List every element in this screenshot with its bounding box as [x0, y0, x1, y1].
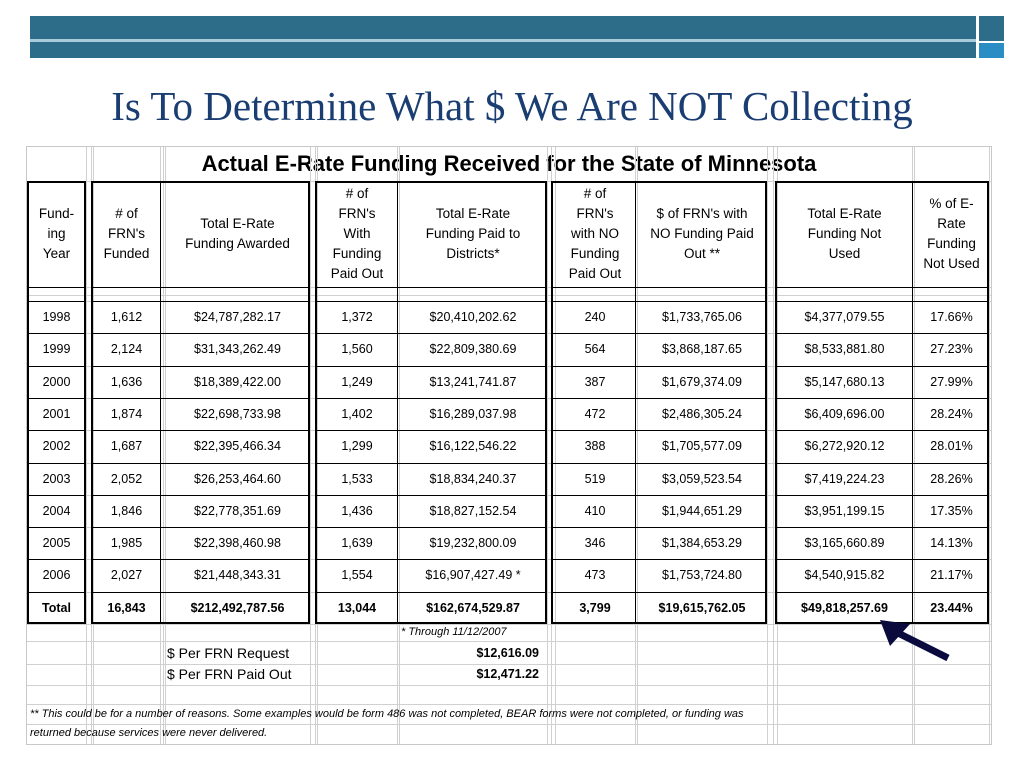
arrow-pointer-icon: [876, 616, 956, 666]
grid-line: [27, 641, 991, 642]
table-cell: $16,907,427.49 *: [425, 568, 521, 583]
total-cell: $162,674,529.87: [426, 600, 520, 615]
table-cell: 387: [584, 374, 606, 389]
table-cell: $18,389,422.00: [194, 374, 281, 389]
table-cell: 1,533: [341, 471, 373, 486]
grid-line: [547, 147, 548, 744]
table-cell: 1,554: [341, 568, 373, 583]
table-cell: $18,834,240.37: [429, 471, 517, 486]
spreadsheet: [26, 146, 992, 745]
table-cell: 240: [584, 310, 606, 324]
table-cell: 1,639: [341, 536, 373, 551]
table-cell: 1,402: [341, 406, 373, 421]
column-header: # of FRN's Funded: [103, 206, 150, 261]
total-cell: 23.44%: [930, 600, 973, 615]
table-cell: 1,299: [341, 439, 373, 454]
table-cell: 1999: [42, 342, 71, 357]
table-cell: 1,687: [110, 439, 143, 454]
table-cell: $3,059,523.54: [662, 471, 742, 486]
table-cell: 21.17%: [930, 568, 973, 583]
table-cell: $22,809,380.69: [429, 342, 517, 357]
table-cell: $1,733,765.06: [662, 310, 742, 324]
table-cell: $5,147,680.13: [804, 374, 885, 389]
table-cell: 2000: [42, 374, 71, 389]
table-cell: $21,448,343.31: [194, 568, 281, 583]
table-cell: $1,679,374.09: [662, 374, 742, 389]
table-cell: 1,846: [110, 503, 143, 518]
row-divider: [551, 287, 767, 288]
grid-line: [27, 685, 991, 686]
table-cell: $22,395,466.34: [194, 439, 281, 454]
table-cell: 2006: [42, 568, 71, 583]
total-cell: $19,615,762.05: [658, 600, 746, 615]
table-cell: 388: [584, 439, 606, 454]
table-cell: $6,272,920.12: [804, 439, 885, 454]
table-cell: 472: [584, 406, 606, 421]
table-cell: 17.35%: [930, 503, 973, 518]
per-paid-value: $12,471.22: [476, 667, 539, 681]
total-cell: $212,492,787.56: [190, 600, 285, 615]
grid-line: [767, 147, 768, 744]
header-bar: [30, 16, 976, 58]
column-header: Fund- ing Year: [38, 206, 75, 261]
table-cell: 1,636: [110, 374, 143, 389]
table-cell: $3,951,199.15: [804, 503, 885, 518]
total-cell: $49,818,257.69: [801, 600, 888, 615]
row-divider: [775, 287, 989, 288]
total-cell: 3,799: [579, 600, 611, 615]
grid-line: [773, 147, 774, 744]
table-cell: $2,486,305.24: [662, 406, 742, 421]
table-cell: 1,249: [341, 374, 373, 389]
table-cell: 410: [584, 503, 606, 518]
table-cell: $1,705,577.09: [662, 439, 742, 454]
column-header: Total E-Rate Funding Paid to Districts*: [425, 206, 521, 261]
table-cell: $1,753,724.80: [662, 568, 742, 583]
row-divider: [315, 287, 547, 288]
table-cell: $8,533,881.80: [804, 342, 885, 357]
table-cell: 2,124: [110, 342, 143, 357]
column-header: # of FRN's With Funding Paid Out: [330, 186, 384, 281]
table-cell: 564: [584, 342, 606, 357]
table-divider: [635, 181, 636, 624]
table-cell: 2,052: [110, 471, 143, 486]
sheet-title: Actual E-Rate Funding Received for the State of Minnesota: [201, 151, 817, 176]
table-cell: $22,698,733.98: [194, 406, 281, 421]
table-cell: 14.13%: [930, 536, 973, 551]
grid-line: [86, 147, 87, 744]
table-cell: $1,944,651.29: [662, 503, 742, 518]
footnote-line-2: returned because services were never delivered.: [30, 727, 268, 739]
table-cell: 473: [584, 568, 606, 583]
grid-line: [310, 147, 311, 744]
table-cell: 27.23%: [930, 342, 973, 357]
grid-line: [27, 624, 991, 625]
header-square-dark: [979, 16, 1004, 41]
table-cell: $4,540,915.82: [804, 568, 885, 583]
table-cell: 28.26%: [930, 471, 973, 486]
grid-line: [27, 704, 991, 705]
through-note: * Through 11/12/2007: [401, 626, 507, 638]
table-cell: $16,122,546.22: [429, 439, 517, 454]
table-cell: $26,253,464.60: [194, 471, 281, 486]
table-cell: $7,419,224.23: [804, 471, 885, 486]
total-cell: Total: [42, 600, 71, 615]
table-cell: $4,377,079.55: [804, 310, 885, 324]
per-request-label: $ Per FRN Request: [167, 645, 290, 661]
table-cell: $3,868,187.65: [662, 342, 742, 357]
column-header: Total E-Rate Funding Awarded: [185, 216, 290, 251]
table-cell: $22,778,351.69: [194, 503, 281, 518]
per-paid-label: $ Per FRN Paid Out: [167, 666, 292, 682]
table-cell: $1,384,653.29: [662, 536, 742, 551]
table-cell: 2004: [42, 503, 71, 518]
row-divider: [27, 287, 86, 288]
grid-line: [27, 724, 991, 725]
per-request-value: $12,616.09: [476, 646, 539, 660]
table-cell: 2001: [42, 406, 71, 421]
table-divider: [160, 181, 161, 624]
table-cell: $20,410,202.62: [429, 310, 517, 324]
table-cell: 1,436: [341, 503, 373, 518]
table-cell: 27.99%: [930, 374, 973, 389]
column-header: Total E-Rate Funding Not Used: [807, 206, 882, 261]
table-cell: 2,027: [110, 568, 143, 583]
table-cell: $18,827,152.54: [429, 503, 517, 518]
column-header: $ of FRN's with NO Funding Paid Out **: [650, 206, 754, 261]
total-cell: 16,843: [107, 600, 146, 615]
table-cell: $16,289,037.98: [429, 406, 517, 421]
table-cell: 1,560: [341, 342, 373, 357]
table-cell: $22,398,460.98: [194, 536, 281, 551]
table-cell: 1998: [42, 310, 71, 324]
column-header: # of FRN's with NO Funding Paid Out: [568, 186, 622, 281]
table-cell: $19,232,800.09: [429, 536, 517, 551]
table-cell: 2003: [42, 471, 71, 486]
table-cell: $31,343,262.49: [194, 342, 281, 357]
table-cell: 1,372: [341, 310, 373, 324]
header-bar-stripe: [30, 39, 976, 42]
table-cell: 28.24%: [930, 406, 973, 421]
total-cell: 13,044: [337, 600, 377, 615]
header-square-light: [979, 43, 1004, 58]
table-divider: [912, 181, 913, 624]
table-cell: 1,985: [110, 536, 143, 551]
table-divider: [397, 181, 398, 624]
slide-title: Is To Determine What $ We Are NOT Collecting: [111, 83, 913, 129]
table-cell: 519: [584, 471, 606, 486]
table-cell: $24,787,282.17: [194, 310, 281, 324]
table-cell: $6,409,696.00: [804, 406, 885, 421]
table-cell: $13,241,741.87: [429, 374, 517, 389]
table-cell: 2002: [42, 439, 71, 454]
grid-line: [989, 147, 990, 744]
footnote-line-1: ** This could be for a number of reasons. Some examples would be form 486 was not completed, BEAR forms were not completed, or funding was: [30, 708, 744, 720]
grid-line: [27, 664, 991, 665]
column-header: % of E- Rate Funding Not Used: [923, 196, 980, 271]
row-divider: [91, 287, 310, 288]
table-cell: 346: [584, 536, 606, 551]
table-cell: 28.01%: [930, 439, 973, 454]
table-cell: 17.66%: [930, 310, 973, 324]
table-cell: 1,874: [110, 406, 143, 421]
table-cell: 1,612: [110, 310, 143, 324]
table-cell: $3,165,660.89: [804, 536, 885, 551]
table-cell: 2005: [42, 536, 71, 551]
